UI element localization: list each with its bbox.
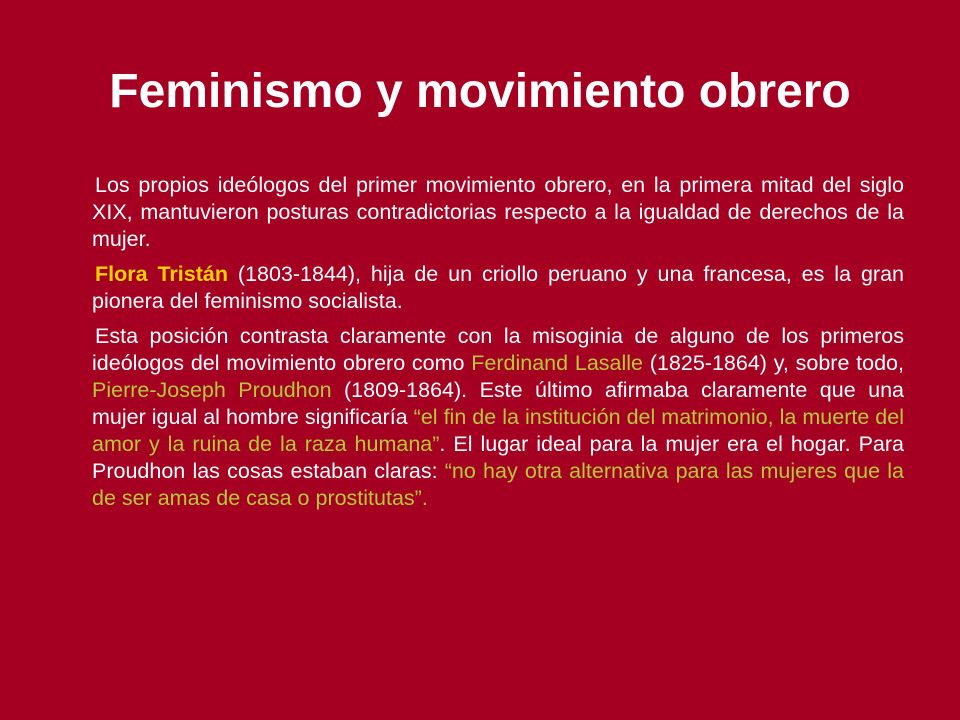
lasalle-name: Ferdinand Lasalle — [471, 351, 644, 375]
proudhon-name: Pierre-Joseph Proudhon — [92, 378, 332, 402]
paragraph-3-text-3: (1809-1864). Este último afirmaba claramente que una mujer igual al hombre significaría — [92, 378, 904, 429]
quote-2: “no hay otra alternativa para las mujeres que la de ser amas de casa o prostitutas”. — [92, 459, 904, 510]
paragraph-2-text: (1803-1844), hija de un criollo peruano y una francesa, es la gran pionera del feminismo socialista. — [92, 262, 904, 313]
paragraph-3-text-4: . El lugar ideal para la mujer era el hogar. Para Proudhon las cosas estaban claras: — [92, 432, 904, 483]
slide-title: Feminismo y movimiento obrero — [109, 65, 851, 118]
quote-1: “el fin de la institución del matrimonio, la muerte del amor y la ruina de la raza humana” — [92, 405, 904, 456]
paragraph-3-text-1: Esta posición contrasta claramente con la misoginia de alguno de los primeros ideólogos del movimiento obrero como — [92, 324, 904, 375]
paragraph-3-text-2: (1825-1864) y, sobre todo, — [643, 351, 904, 375]
paragraph-2 — [92, 261, 904, 315]
slide-body — [92, 172, 904, 520]
paragraph-1: Los propios ideólogos del primer movimiento obrero, en la primera mitad del siglo XIX, mantuvieron posturas contradictorias respecto a la igualdad de derechos de la mujer. — [92, 173, 904, 251]
flora-tristan-name: Flora Tristán — [95, 262, 228, 286]
paragraph-3 — [92, 323, 904, 512]
